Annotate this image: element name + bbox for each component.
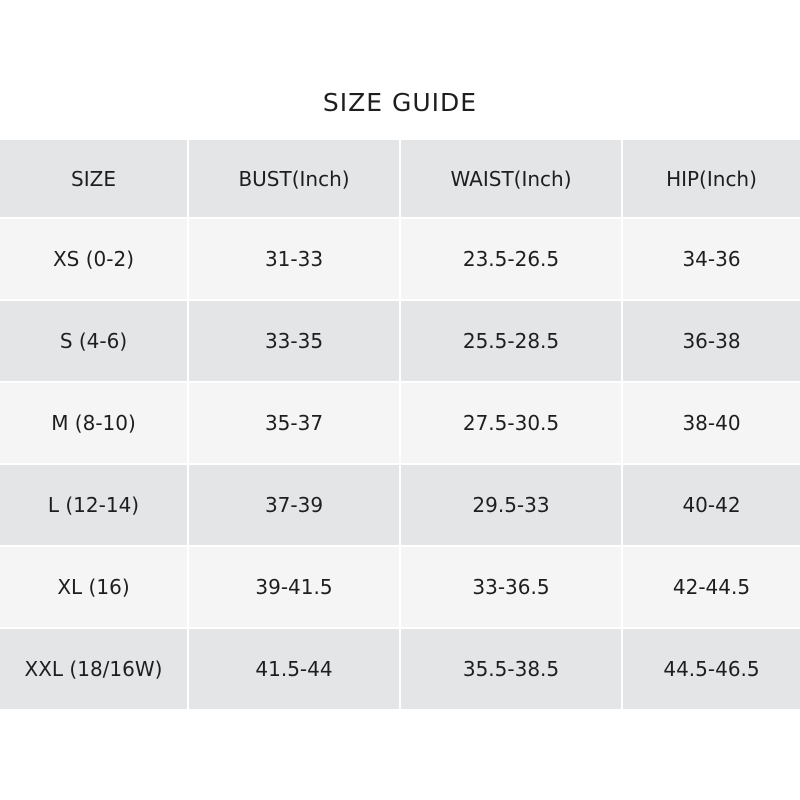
- size-label-cell: L (12-14): [0, 465, 187, 545]
- column-header: BUST(Inch): [189, 140, 399, 217]
- size-label-cell: S (4-6): [0, 301, 187, 381]
- size-label-cell: XL (16): [0, 547, 187, 627]
- size-label-cell: XS (0-2): [0, 219, 187, 299]
- measurement-cell: 23.5-26.5: [401, 219, 621, 299]
- measurement-cell: 33-35: [189, 301, 399, 381]
- measurement-cell: 36-38: [623, 301, 800, 381]
- measurement-cell: 35-37: [189, 383, 399, 463]
- size-guide-table: [0, 140, 800, 709]
- measurement-cell: 39-41.5: [189, 547, 399, 627]
- measurement-cell: 33-36.5: [401, 547, 621, 627]
- measurement-cell: 31-33: [189, 219, 399, 299]
- measurement-cell: 35.5-38.5: [401, 629, 621, 709]
- column-header: SIZE: [0, 140, 187, 217]
- size-label-cell: XXL (18/16W): [0, 629, 187, 709]
- measurement-cell: 44.5-46.5: [623, 629, 800, 709]
- measurement-cell: 40-42: [623, 465, 800, 545]
- column-header: HIP(Inch): [623, 140, 800, 217]
- measurement-cell: 38-40: [623, 383, 800, 463]
- page-title: SIZE GUIDE: [322, 88, 478, 117]
- measurement-cell: 42-44.5: [623, 547, 800, 627]
- measurement-cell: 41.5-44: [189, 629, 399, 709]
- size-label-cell: M (8-10): [0, 383, 187, 463]
- column-header: WAIST(Inch): [401, 140, 621, 217]
- measurement-cell: 29.5-33: [401, 465, 621, 545]
- measurement-cell: 27.5-30.5: [401, 383, 621, 463]
- measurement-cell: 34-36: [623, 219, 800, 299]
- measurement-cell: 37-39: [189, 465, 399, 545]
- measurement-cell: 25.5-28.5: [401, 301, 621, 381]
